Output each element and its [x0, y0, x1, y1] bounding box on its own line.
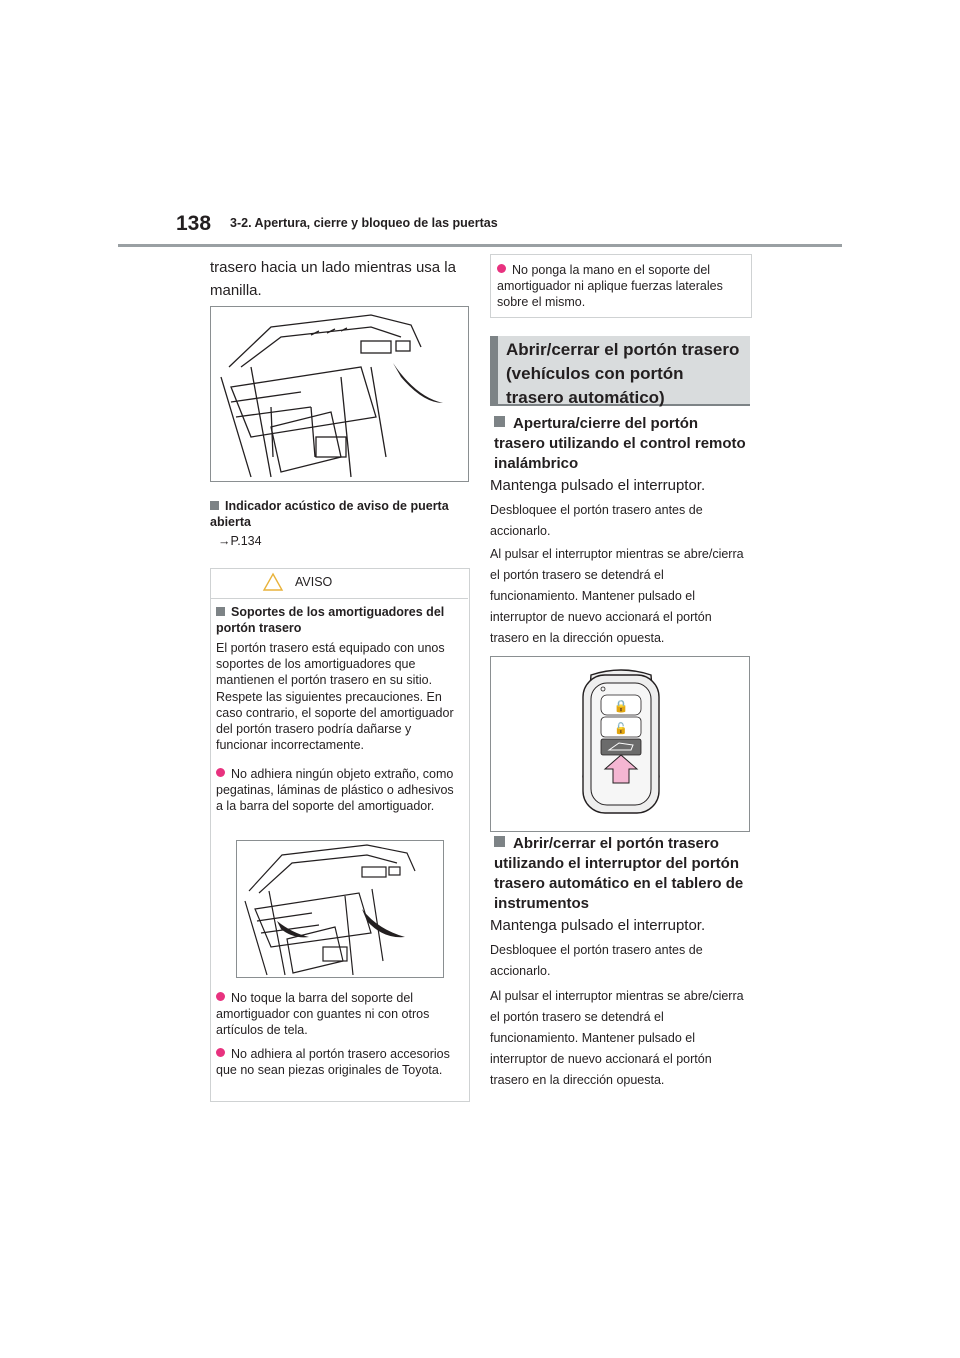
warning-label: AVISO — [295, 575, 333, 589]
warning-bullet-3: No adhiera al portón trasero accesorios que no sean piezas originales de Toyota. — [216, 1047, 450, 1077]
heading-accent — [490, 336, 498, 406]
svg-text:🔒: 🔒 — [613, 699, 629, 713]
square-marker-icon — [216, 607, 225, 616]
tailgate-illustration-1 — [210, 306, 469, 482]
remote-lead: Mantenga pulsado el interruptor. — [490, 477, 706, 494]
right-bullet-top: No ponga la mano en el soporte del amortiguador ni aplique fuerzas laterales sobre el mismo. — [497, 263, 723, 309]
square-marker-icon — [494, 416, 505, 427]
header-rule — [118, 244, 842, 247]
warning-bullet-2: No toque la barra del soporte del amortiguador con guantes ni con otros artículos de tela. — [216, 991, 430, 1037]
bullet-icon — [497, 264, 506, 273]
bullet-icon — [216, 1048, 225, 1057]
remote-paragraph-1: Desbloquee el portón trasero antes de accionarlo. — [490, 503, 703, 538]
warning-triangle-icon — [262, 572, 284, 592]
section-title: 3-2. Apertura, cierre y bloqueo de las puertas — [230, 216, 498, 230]
intro-text: trasero hacia un lado mientras usa la manilla. — [210, 259, 456, 299]
section-heading-bar — [490, 336, 750, 406]
square-marker-icon — [494, 836, 505, 847]
remote-paragraph-2: Al pulsar el interruptor mientras se abre/cierra el portón trasero se detendrá el funcionamiento. Mantener pulsado el interruptor de nuevo accionará el portón trasero en la dirección opuesta. — [490, 547, 744, 645]
warning-title: Soportes de los amortiguadores del portón trasero — [216, 605, 445, 635]
warning-bullet-1: No adhiera ningún objeto extraño, como pegatinas, láminas de plástico o adhesivos a la barra del soporte del amortiguador. — [216, 767, 454, 813]
remote-key-illustration — [490, 656, 750, 832]
bullet-icon — [216, 992, 225, 1001]
bullet-icon — [216, 768, 225, 777]
indicator-reference: →P.134 — [218, 534, 262, 548]
panel-lead: Mantenga pulsado el interruptor. — [490, 917, 706, 934]
subheading-remote: Apertura/cierre del portón trasero utilizando el control remoto inalámbrico — [494, 415, 746, 472]
section-heading: Abrir/cerrar el portón trasero (vehículos con portón trasero automático) — [506, 340, 740, 407]
warning-header — [210, 568, 468, 599]
page-number: 138 — [176, 212, 212, 235]
indicator-title: Indicador acústico de aviso de puerta abierta — [210, 499, 449, 529]
panel-paragraph-2: Al pulsar el interruptor mientras se abre/cierra el portón trasero se detendrá el funcionamiento. Mantener pulsado el interruptor de nuevo accionará el portón trasero en la dirección opuesta. — [490, 989, 744, 1087]
warning-paragraph-1: El portón trasero está equipado con unos soportes de los amortiguadores que mantienen el portón trasero en su sitio. — [216, 641, 445, 687]
panel-paragraph-1: Desbloquee el portón trasero antes de accionarlo. — [490, 943, 703, 978]
tailgate-illustration-2 — [236, 840, 444, 978]
svg-text:🔓: 🔓 — [614, 722, 628, 735]
subheading-instrument-panel: Abrir/cerrar el portón trasero utilizando el interruptor del portón trasero automático en el tablero de instrumentos — [494, 835, 744, 912]
square-marker-icon — [210, 501, 219, 510]
warning-paragraph-2: Respete las siguientes precauciones. En caso contrario, el soporte del amortiguador del portón trasero podría dañarse y funcionar incorrectamente. — [216, 690, 454, 752]
